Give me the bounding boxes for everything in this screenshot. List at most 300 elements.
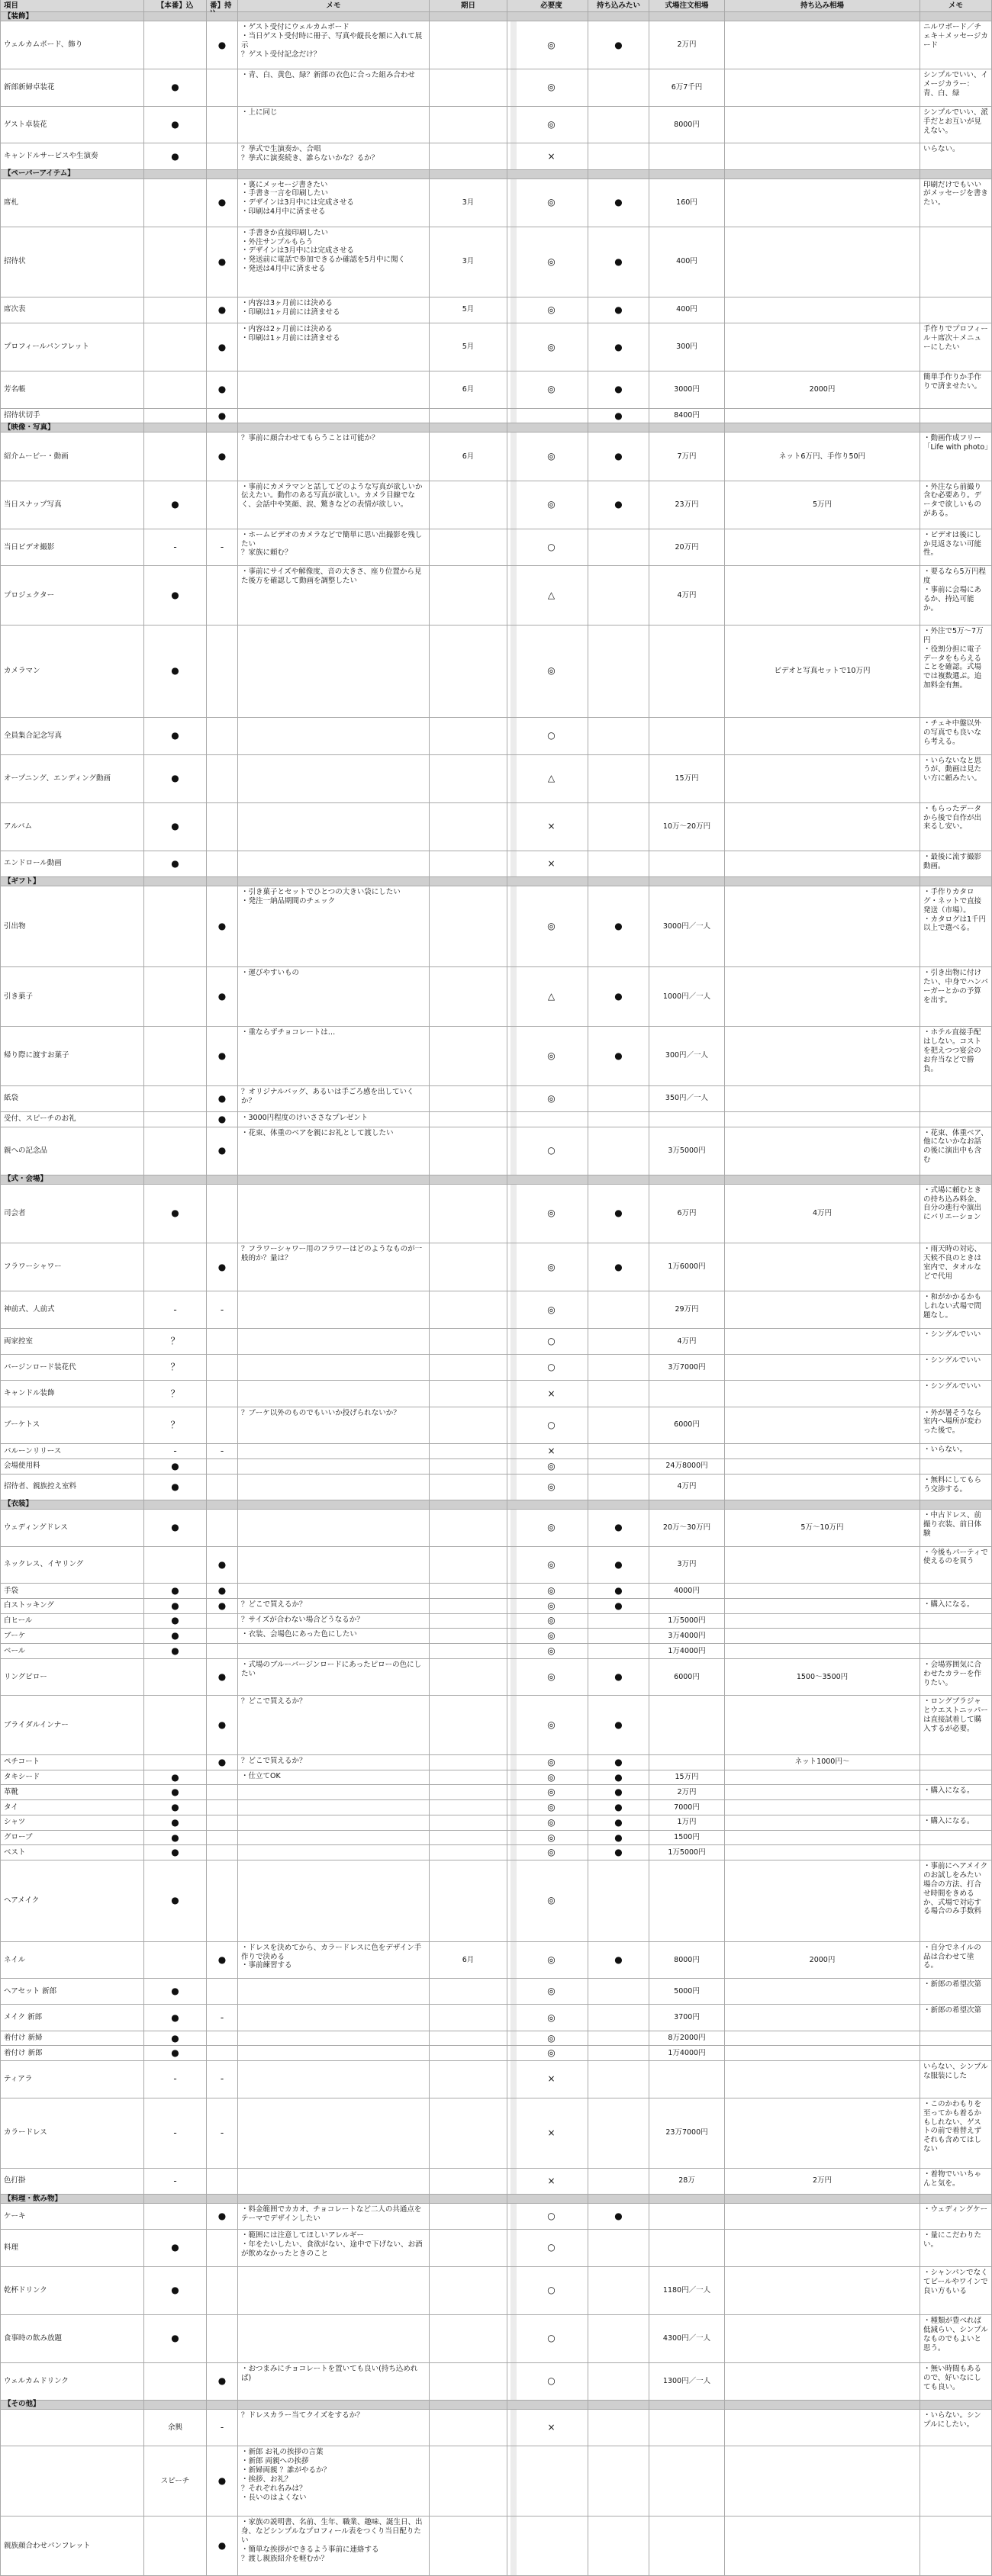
cell-memo[interactable]: ・ホームビデオのカメラなどで簡単に思い出撮影を残したい ？家族に頼む？ [238,529,430,567]
cell-item[interactable]: 席札 [0,179,144,227]
cell-honban-bring[interactable]: ● [207,1584,238,1599]
cell-necessity[interactable]: ○ [515,2315,588,2363]
cell-memo[interactable] [238,2061,430,2098]
cell-honban-bring[interactable] [207,1815,238,1831]
cell-honban-bring[interactable] [207,1459,238,1475]
cell-venue-price[interactable]: 15万円 [649,1770,725,1786]
cell-honban-bring[interactable]: - [207,1444,238,1459]
cell-note[interactable]: シンプルでいい、イメージカラー：青、白、緑 [920,69,992,107]
cell-honban-bring[interactable] [207,1845,238,1860]
cell-note[interactable]: ・自分でネイルの品は合わせて塗る。 [920,1942,992,1979]
cell-bring-price[interactable]: 1500〜3500円 [725,1659,920,1696]
cell-honban-included[interactable]: ● [144,1599,207,1614]
cell-note[interactable] [920,2446,992,2517]
cell-due[interactable] [430,1860,507,1942]
cell-honban-included[interactable]: - [144,1444,207,1459]
cell-due[interactable] [430,1329,507,1355]
cell-necessity[interactable]: ◎ [515,323,588,371]
cell-want-bring[interactable]: ● [588,1599,649,1614]
cell-honban-included[interactable]: ● [144,107,207,144]
cell-note[interactable]: ・動画作成フリー「Life with photo」 [920,433,992,481]
cell-necessity[interactable]: × [515,2098,588,2169]
cell-honban-bring[interactable]: ● [207,886,238,968]
cell-necessity[interactable]: ◎ [515,626,588,718]
cell-due[interactable] [430,2410,507,2447]
cell-bring-price[interactable] [725,21,920,69]
cell-want-bring[interactable] [588,1614,649,1629]
cell-necessity[interactable]: ◎ [515,1942,588,1979]
cell-venue-price[interactable] [649,1381,725,1407]
cell-honban-included[interactable] [144,1243,207,1291]
cell-bring-price[interactable] [725,2230,920,2267]
cell-venue-price[interactable] [649,1696,725,1755]
cell-due[interactable] [430,1584,507,1599]
cell-honban-bring[interactable]: ● [207,433,238,481]
cell-want-bring[interactable]: ● [588,1584,649,1599]
cell-bring-price[interactable] [725,718,920,755]
cell-memo[interactable]: ？ブーケ以外のものでもいいか投げられないか？ [238,1407,430,1445]
cell-note[interactable]: ・ロングブラジャとウエストニッパーは直接試着して購入するが必要。 [920,1696,992,1755]
cell-necessity[interactable]: × [515,2169,588,2195]
cell-bring-price[interactable] [725,529,920,567]
cell-necessity[interactable]: ○ [515,1127,588,1175]
cell-item[interactable]: ベール [0,1644,144,1659]
cell-honban-bring[interactable]: ● [207,1696,238,1755]
cell-note[interactable]: ・ホテル直接手配はしない。コストを把えつつ宴会のお弁当などで勝負。 [920,1027,992,1086]
cell-item[interactable]: 引出物 [0,886,144,968]
cell-bring-price[interactable] [725,2061,920,2098]
cell-item[interactable]: キャンドル装飾 [0,1381,144,1407]
cell-due[interactable] [430,2267,507,2315]
cell-venue-price[interactable]: 3000円／一人 [649,886,725,968]
cell-bring-price[interactable] [725,1127,920,1175]
cell-bring-price[interactable] [725,1614,920,1629]
cell-want-bring[interactable] [588,143,649,169]
cell-bring-price[interactable] [725,1086,920,1112]
cell-item[interactable]: ウェルカムボード、飾り [0,21,144,69]
cell-item[interactable]: オープニング、エンディング動画 [0,755,144,803]
cell-necessity[interactable]: △ [515,755,588,803]
cell-venue-price[interactable]: 1300円／一人 [649,2363,725,2401]
cell-venue-price[interactable]: 1万4000円 [649,2046,725,2061]
cell-venue-price[interactable]: 20万円 [649,529,725,567]
cell-due[interactable] [430,1755,507,1770]
cell-bring-price[interactable] [725,2410,920,2447]
cell-venue-price[interactable] [649,1755,725,1770]
cell-honban-included[interactable] [144,433,207,481]
cell-honban-included[interactable]: ● [144,1629,207,1644]
cell-bring-price[interactable] [725,1644,920,1659]
cell-due[interactable]: 6月 [430,371,507,409]
cell-due[interactable] [430,69,507,107]
cell-honban-bring[interactable] [207,1510,238,1547]
cell-honban-included[interactable] [144,2204,207,2230]
cell-honban-bring[interactable]: - [207,2098,238,2169]
cell-bring-price[interactable]: 5万〜10万円 [725,1510,920,1547]
cell-honban-bring[interactable] [207,481,238,529]
cell-venue-price[interactable]: 10万〜20万円 [649,803,725,851]
cell-note[interactable] [920,1086,992,1112]
cell-want-bring[interactable] [588,1444,649,1459]
cell-venue-price[interactable] [649,626,725,718]
cell-venue-price[interactable]: 300円 [649,323,725,371]
cell-venue-price[interactable]: 24万8000円 [649,1459,725,1475]
cell-want-bring[interactable]: ● [588,1243,649,1291]
cell-necessity[interactable]: ◎ [515,179,588,227]
cell-want-bring[interactable] [588,1127,649,1175]
cell-note[interactable]: ・最後に流す撮影動画。 [920,851,992,877]
cell-bring-price[interactable] [725,227,920,297]
cell-want-bring[interactable]: ● [588,1770,649,1786]
cell-honban-bring[interactable] [207,2230,238,2267]
cell-want-bring[interactable] [588,1086,649,1112]
cell-note[interactable]: ・シングルでいい [920,1381,992,1407]
cell-honban-bring[interactable] [207,1355,238,1381]
cell-venue-price[interactable] [649,2230,725,2267]
cell-item[interactable]: タイ [0,1800,144,1815]
cell-venue-price[interactable]: 8万2000円 [649,2031,725,2047]
cell-bring-price[interactable] [725,1475,920,1500]
cell-honban-included[interactable] [144,1696,207,1755]
cell-honban-included[interactable]: - [144,529,207,567]
cell-memo[interactable]: ？サイズが合わない場合どうなるか？ [238,1614,430,1629]
cell-note[interactable]: ・購入になる。 [920,1815,992,1831]
cell-bring-price[interactable] [725,1291,920,1329]
cell-necessity[interactable]: ◎ [515,21,588,69]
cell-bring-price[interactable] [725,1979,920,2005]
cell-venue-price[interactable] [649,2446,725,2517]
cell-due[interactable] [430,2446,507,2517]
cell-necessity[interactable]: ◎ [515,886,588,968]
cell-honban-included[interactable]: - [144,2169,207,2195]
cell-venue-price[interactable] [649,1860,725,1942]
cell-necessity[interactable]: ◎ [515,1185,588,1244]
cell-bring-price[interactable] [725,1459,920,1475]
cell-due[interactable] [430,143,507,169]
cell-due[interactable] [430,2363,507,2401]
cell-memo[interactable] [238,2169,430,2195]
cell-want-bring[interactable]: ● [588,409,649,424]
cell-honban-included[interactable]: ● [144,481,207,529]
cell-item[interactable]: エンドロール動画 [0,851,144,877]
cell-want-bring[interactable]: ● [588,1785,649,1800]
cell-memo[interactable] [238,718,430,755]
cell-necessity[interactable]: ◎ [515,481,588,529]
cell-bring-price[interactable]: 5万円 [725,481,920,529]
cell-due[interactable] [430,1815,507,1831]
cell-note[interactable] [920,1800,992,1815]
cell-want-bring[interactable] [588,2169,649,2195]
cell-note[interactable]: ・事前にヘアメイクのお試しをみたい場合の方法、打合せ時間をきめるか、式場で対応する場合のみ手数料 [920,1860,992,1942]
cell-honban-bring[interactable]: ● [207,297,238,323]
cell-item[interactable] [0,2446,144,2517]
cell-item[interactable]: ブーケトス [0,1407,144,1445]
cell-note[interactable]: ニルワボード／チェキ＋メッセージカード [920,21,992,69]
cell-necessity[interactable]: ◎ [515,1584,588,1599]
cell-memo[interactable]: ・範囲には注意してほしいアレルギー ・年をたいしたい、食欲がない、途中で下げない、お酒が飲めなかったときのこと [238,2230,430,2267]
cell-due[interactable] [430,107,507,144]
cell-honban-included[interactable]: ● [144,2267,207,2315]
cell-honban-bring[interactable] [207,143,238,169]
cell-bring-price[interactable] [725,2005,920,2031]
cell-bring-price[interactable] [725,967,920,1027]
cell-want-bring[interactable] [588,1629,649,1644]
cell-necessity[interactable]: ○ [515,1407,588,1445]
cell-note[interactable]: 簡単手作りか手作りで済ませたい。 [920,371,992,409]
cell-honban-included[interactable] [144,1127,207,1175]
cell-note[interactable]: ・量にこだわりたい。 [920,2230,992,2267]
cell-honban-included[interactable]: ● [144,803,207,851]
cell-memo[interactable] [238,1979,430,2005]
cell-memo[interactable] [238,1475,430,1500]
cell-honban-bring[interactable]: - [207,529,238,567]
cell-item[interactable]: 神前式、人前式 [0,1291,144,1329]
cell-memo[interactable]: ・裏にメッセージ書きたい ・手書き一言を印刷したい ・デザインは3月中には完成させる ・印刷は4月中に済ませる [238,179,430,227]
cell-venue-price[interactable]: 400円 [649,297,725,323]
cell-memo[interactable]: ？どこで買えるか？ [238,1599,430,1614]
cell-venue-price[interactable] [649,2410,725,2447]
cell-necessity[interactable]: ◎ [515,371,588,409]
cell-want-bring[interactable] [588,755,649,803]
cell-honban-included[interactable]: ● [144,1185,207,1244]
cell-honban-bring[interactable] [207,803,238,851]
cell-due[interactable] [430,1381,507,1407]
cell-due[interactable] [430,1785,507,1800]
cell-item[interactable]: ケーキ [0,2204,144,2230]
cell-bring-price[interactable] [725,1696,920,1755]
cell-want-bring[interactable] [588,851,649,877]
cell-honban-bring[interactable] [207,2046,238,2061]
cell-note[interactable]: ・和がかかるかもしれない式場で問題なし。 [920,1291,992,1329]
cell-note[interactable]: ・チェキ中盤以外の写真でも良いなら考える。 [920,718,992,755]
cell-honban-included[interactable] [144,179,207,227]
cell-due[interactable] [430,21,507,69]
cell-want-bring[interactable] [588,1860,649,1942]
cell-want-bring[interactable] [588,1329,649,1355]
cell-honban-included[interactable]: ● [144,1860,207,1942]
cell-memo[interactable]: ・花束、体重のベアを親にお礼として渡したい [238,1127,430,1175]
cell-honban-included[interactable]: ？ [144,1381,207,1407]
cell-honban-included[interactable]: ● [144,1644,207,1659]
cell-bring-price[interactable]: ビデオと写真セットで10万円 [725,626,920,718]
cell-note[interactable]: ・外が暑そうなら室内へ場所が変わった後で。 [920,1407,992,1445]
cell-due[interactable] [430,2061,507,2098]
cell-memo[interactable] [238,2005,430,2031]
cell-item[interactable]: ペチコート [0,1755,144,1770]
cell-honban-included[interactable] [144,886,207,968]
cell-memo[interactable]: ・式場のブルーバージンロードにあったピローの色にしたい [238,1659,430,1696]
cell-necessity[interactable]: ◎ [515,1510,588,1547]
cell-note[interactable] [920,1845,992,1860]
cell-necessity[interactable]: ◎ [515,2005,588,2031]
cell-honban-bring[interactable]: ● [207,1243,238,1291]
cell-due[interactable] [430,718,507,755]
cell-memo[interactable]: ・料金範囲でカカオ、チョコレートなど二人の共通点をテーマでデザインしたい [238,2204,430,2230]
cell-memo[interactable] [238,1860,430,1942]
cell-necessity[interactable]: ◎ [515,1800,588,1815]
cell-honban-bring[interactable]: ● [207,21,238,69]
cell-want-bring[interactable] [588,1459,649,1475]
cell-item[interactable]: 受付、スピーチのお礼 [0,1112,144,1127]
cell-honban-bring[interactable] [207,626,238,718]
cell-want-bring[interactable] [588,2315,649,2363]
cell-item[interactable]: 招待状切手 [0,409,144,424]
cell-note[interactable]: ・このかわもりを至ってかも着るかもしれない、ゲストの前で着替えずそれも含めてはしない [920,2098,992,2169]
cell-honban-included[interactable] [144,2517,207,2576]
cell-memo[interactable]: ？ドレスカラー当てクイズをするか？ [238,2410,430,2447]
cell-memo[interactable]: ・衣装、会場色にあった色にしたい [238,1629,430,1644]
cell-want-bring[interactable] [588,1644,649,1659]
cell-want-bring[interactable] [588,2363,649,2401]
cell-due[interactable] [430,803,507,851]
cell-necessity[interactable]: ◎ [515,1979,588,2005]
cell-necessity[interactable] [515,409,588,424]
cell-necessity[interactable]: ◎ [515,1659,588,1696]
cell-honban-bring[interactable]: ● [207,1599,238,1614]
cell-necessity[interactable]: ◎ [515,2046,588,2061]
cell-memo[interactable] [238,1800,430,1815]
cell-venue-price[interactable]: 3万4000円 [649,1629,725,1644]
cell-bring-price[interactable] [725,1599,920,1614]
cell-bring-price[interactable]: 2000円 [725,1942,920,1979]
cell-honban-bring[interactable] [207,1185,238,1244]
cell-venue-price[interactable]: 20万〜30万円 [649,1510,725,1547]
cell-memo[interactable]: ？フラワーシャワー用のフラワーはどのようなものが一般的か？量は？ [238,1243,430,1291]
cell-note[interactable]: ・無料にしてもらう交渉する。 [920,1475,992,1500]
cell-want-bring[interactable]: ● [588,481,649,529]
cell-due[interactable] [430,1127,507,1175]
cell-want-bring[interactable] [588,2446,649,2517]
cell-item[interactable]: 全員集合記念写真 [0,718,144,755]
cell-item[interactable]: ゲスト卓装花 [0,107,144,144]
cell-memo[interactable] [238,1329,430,1355]
cell-honban-bring[interactable]: - [207,1291,238,1329]
cell-item[interactable]: 白ヒール [0,1614,144,1629]
cell-due[interactable]: 6月 [430,1942,507,1979]
cell-note[interactable]: ・種類が豊べれば低減らい、シンプルなものでもよいと思う。 [920,2315,992,2363]
cell-memo[interactable] [238,1584,430,1599]
cell-necessity[interactable]: ◎ [515,1696,588,1755]
cell-memo[interactable]: ・おつまみにチョコレートを置いても良い(持ち込めれば) [238,2363,430,2401]
cell-bring-price[interactable] [725,1629,920,1644]
cell-due[interactable] [430,1614,507,1629]
cell-want-bring[interactable] [588,107,649,144]
cell-want-bring[interactable]: ● [588,1831,649,1846]
cell-item[interactable]: ティアラ [0,2061,144,2098]
cell-honban-included[interactable]: ● [144,2230,207,2267]
cell-want-bring[interactable]: ● [588,297,649,323]
cell-note[interactable]: ・ウェディングケー [920,2204,992,2230]
cell-venue-price[interactable]: 3000円 [649,371,725,409]
cell-venue-price[interactable] [649,1599,725,1614]
cell-bring-price[interactable] [725,179,920,227]
cell-item[interactable]: プロフィールパンフレット [0,323,144,371]
cell-venue-price[interactable]: 8400円 [649,409,725,424]
cell-honban-included[interactable]: ● [144,1815,207,1831]
cell-want-bring[interactable] [588,803,649,851]
cell-item[interactable]: 会場使用料 [0,1459,144,1475]
cell-memo[interactable] [238,2267,430,2315]
cell-honban-bring[interactable]: - [207,2410,238,2447]
cell-due[interactable] [430,409,507,424]
cell-necessity[interactable]: ○ [515,2204,588,2230]
cell-want-bring[interactable]: ● [588,21,649,69]
cell-due[interactable] [430,1831,507,1846]
cell-honban-included[interactable]: ● [144,1475,207,1500]
cell-memo[interactable] [238,1845,430,1860]
cell-necessity[interactable]: × [515,1381,588,1407]
cell-honban-included[interactable]: - [144,2098,207,2169]
cell-note[interactable] [920,1770,992,1786]
cell-bring-price[interactable] [725,1407,920,1445]
cell-honban-included[interactable]: ● [144,69,207,107]
cell-memo[interactable] [238,1785,430,1800]
cell-honban-included[interactable]: 余興 [144,2410,207,2447]
cell-bring-price[interactable] [725,297,920,323]
cell-bring-price[interactable] [725,1355,920,1381]
cell-honban-bring[interactable] [207,1644,238,1659]
cell-due[interactable] [430,1444,507,1459]
cell-necessity[interactable]: ○ [515,2363,588,2401]
cell-necessity[interactable]: ◎ [515,1860,588,1942]
cell-note[interactable]: ・いらないなと思うが、動画は見たい方に頼みたい。 [920,755,992,803]
cell-want-bring[interactable] [588,1979,649,2005]
cell-necessity[interactable]: ◎ [515,1599,588,1614]
cell-necessity[interactable]: ◎ [515,1755,588,1770]
cell-necessity[interactable]: ◎ [515,1831,588,1846]
cell-bring-price[interactable]: ネット6万円、手作り50円 [725,433,920,481]
cell-due[interactable] [430,1629,507,1644]
cell-bring-price[interactable] [725,886,920,968]
cell-necessity[interactable]: ◎ [515,107,588,144]
cell-honban-bring[interactable] [207,1770,238,1786]
cell-memo[interactable] [238,1459,430,1475]
cell-item[interactable]: 当日ビデオ撮影 [0,529,144,567]
cell-honban-included[interactable] [144,21,207,69]
cell-bring-price[interactable] [725,69,920,107]
cell-memo[interactable]: ・青、白、黄色、緑？新郎の衣色に合った組み合わせ [238,69,430,107]
cell-honban-bring[interactable] [207,2267,238,2315]
cell-venue-price[interactable]: 1000円／一人 [649,967,725,1027]
cell-honban-included[interactable] [144,1086,207,1112]
cell-memo[interactable]: ・手書きか直接印刷したい ・外注サンプルもらう ・デザインは3月中には完成させる ・発送前に電話で参加できるか確認を5月中に聞く ・発送は4月中に済ませる [238,227,430,297]
cell-note[interactable]: いらない。 [920,143,992,169]
cell-due[interactable] [430,1407,507,1445]
cell-item[interactable]: ウェルカムドリンク [0,2363,144,2401]
cell-venue-price[interactable]: 5000円 [649,1979,725,2005]
cell-note[interactable]: シンプルでいい、派手だとお互いが見えない。 [920,107,992,144]
cell-note[interactable]: いらない、シンプルな服装にした [920,2061,992,2098]
cell-item[interactable]: 招待者、親族控え室料 [0,1475,144,1500]
cell-necessity[interactable]: ◎ [515,227,588,297]
cell-memo[interactable]: ・3000円程度のけいささなプレゼント [238,1112,430,1127]
cell-memo[interactable]: ？事前に顔合わせてもらうことは可能か？ [238,433,430,481]
cell-venue-price[interactable]: 1万6000円 [649,1243,725,1291]
cell-venue-price[interactable]: 1180円／一人 [649,2267,725,2315]
cell-note[interactable] [920,1644,992,1659]
cell-memo[interactable] [238,371,430,409]
cell-due[interactable] [430,2230,507,2267]
cell-item[interactable]: 帰り際に渡すお菓子 [0,1027,144,1086]
cell-venue-price[interactable]: 8000円 [649,1942,725,1979]
cell-note[interactable] [920,1584,992,1599]
cell-honban-included[interactable] [144,1942,207,1979]
cell-item[interactable]: 親族顔合わせパンフレット [0,2517,144,2576]
cell-due[interactable] [430,2204,507,2230]
cell-honban-bring[interactable]: ● [207,2446,238,2517]
cell-honban-bring[interactable]: ● [207,2517,238,2576]
cell-memo[interactable] [238,2098,430,2169]
